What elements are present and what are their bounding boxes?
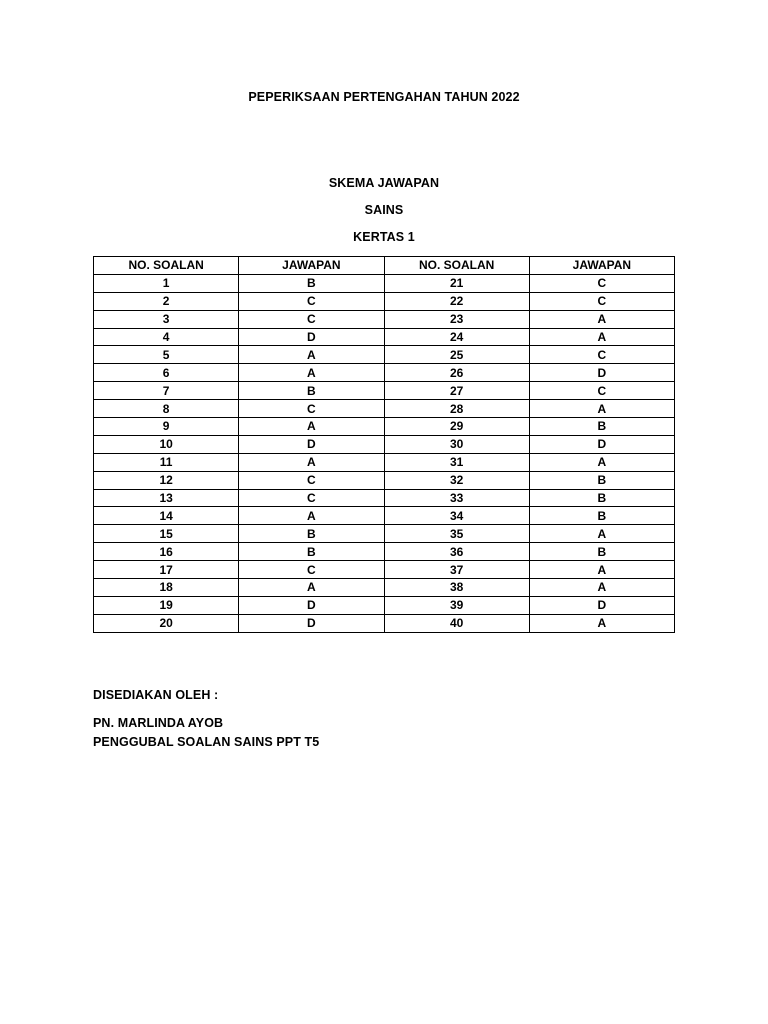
question-number-cell: 10 xyxy=(94,435,239,453)
answer-cell: D xyxy=(239,614,384,632)
question-number-cell: 7 xyxy=(94,382,239,400)
answer-cell: C xyxy=(239,310,384,328)
table-row xyxy=(94,292,675,310)
answer-cell: B xyxy=(529,543,674,561)
question-number-cell: 30 xyxy=(384,435,529,453)
answer-cell: D xyxy=(529,364,674,382)
question-number-cell: 25 xyxy=(384,346,529,364)
document-title: PEPERIKSAAN PERTENGAHAN TAHUN 2022 xyxy=(248,90,520,104)
answer-cell: B xyxy=(239,382,384,400)
document-subject: SAINS xyxy=(364,203,404,217)
answer-cell: A xyxy=(529,310,674,328)
question-number-cell: 24 xyxy=(384,328,529,346)
document-paper: KERTAS 1 xyxy=(353,230,415,244)
question-number-cell: 1 xyxy=(94,274,239,292)
question-number-cell: 21 xyxy=(384,274,529,292)
answer-table-body xyxy=(94,274,675,632)
answer-cell: B xyxy=(529,418,674,436)
answer-cell: B xyxy=(239,543,384,561)
answer-cell: B xyxy=(529,489,674,507)
table-row xyxy=(94,435,675,453)
answer-cell: A xyxy=(529,614,674,632)
table-row xyxy=(94,274,675,292)
answer-cell: D xyxy=(239,596,384,614)
answer-cell: C xyxy=(239,400,384,418)
question-number-cell: 40 xyxy=(384,614,529,632)
question-number-cell: 37 xyxy=(384,561,529,579)
answer-cell: C xyxy=(239,471,384,489)
question-number-cell: 3 xyxy=(94,310,239,328)
answer-cell: C xyxy=(529,382,674,400)
table-row xyxy=(94,489,675,507)
question-number-cell: 29 xyxy=(384,418,529,436)
answer-cell: A xyxy=(529,525,674,543)
answer-cell: A xyxy=(529,453,674,471)
question-number-cell: 23 xyxy=(384,310,529,328)
question-number-cell: 5 xyxy=(94,346,239,364)
answer-cell: A xyxy=(239,579,384,597)
question-number-cell: 11 xyxy=(94,453,239,471)
header-question-number-left: NO. SOALAN xyxy=(94,257,239,275)
answer-cell: D xyxy=(239,435,384,453)
answer-cell: A xyxy=(239,364,384,382)
table-row xyxy=(94,364,675,382)
question-number-cell: 35 xyxy=(384,525,529,543)
question-number-cell: 17 xyxy=(94,561,239,579)
answer-cell: A xyxy=(239,453,384,471)
question-number-cell: 19 xyxy=(94,596,239,614)
question-number-cell: 34 xyxy=(384,507,529,525)
table-row xyxy=(94,525,675,543)
question-number-cell: 31 xyxy=(384,453,529,471)
answer-cell: C xyxy=(239,292,384,310)
answer-cell: D xyxy=(529,435,674,453)
question-number-cell: 18 xyxy=(94,579,239,597)
table-row xyxy=(94,453,675,471)
answer-cell: C xyxy=(239,561,384,579)
answer-cell: B xyxy=(239,525,384,543)
answer-cell: B xyxy=(239,274,384,292)
table-row xyxy=(94,346,675,364)
answer-cell: C xyxy=(529,274,674,292)
question-number-cell: 16 xyxy=(94,543,239,561)
answer-cell: C xyxy=(239,489,384,507)
table-row xyxy=(94,614,675,632)
table-row xyxy=(94,310,675,328)
question-number-cell: 6 xyxy=(94,364,239,382)
table-row xyxy=(94,507,675,525)
answer-cell: C xyxy=(529,346,674,364)
header-answer-left: JAWAPAN xyxy=(239,257,384,275)
table-row xyxy=(94,579,675,597)
header-answer-right: JAWAPAN xyxy=(529,257,674,275)
answer-cell: C xyxy=(529,292,674,310)
prepared-by-label: DISEDIAKAN OLEH : xyxy=(93,688,219,702)
answer-cell: B xyxy=(529,471,674,489)
answer-cell: A xyxy=(529,328,674,346)
table-row xyxy=(94,328,675,346)
answer-table-header-row xyxy=(94,257,675,275)
document-scheme-heading: SKEMA JAWAPAN xyxy=(328,176,440,190)
table-row xyxy=(94,471,675,489)
question-number-cell: 20 xyxy=(94,614,239,632)
question-number-cell: 4 xyxy=(94,328,239,346)
answer-cell: A xyxy=(239,507,384,525)
table-row xyxy=(94,400,675,418)
answer-table xyxy=(93,256,675,633)
question-number-cell: 13 xyxy=(94,489,239,507)
question-number-cell: 27 xyxy=(384,382,529,400)
answer-cell: A xyxy=(239,346,384,364)
answer-cell: D xyxy=(239,328,384,346)
question-number-cell: 38 xyxy=(384,579,529,597)
question-number-cell: 14 xyxy=(94,507,239,525)
answer-cell: A xyxy=(529,400,674,418)
question-number-cell: 15 xyxy=(94,525,239,543)
answer-cell: B xyxy=(529,507,674,525)
answer-cell: D xyxy=(529,596,674,614)
table-row xyxy=(94,382,675,400)
question-number-cell: 12 xyxy=(94,471,239,489)
question-number-cell: 39 xyxy=(384,596,529,614)
question-number-cell: 9 xyxy=(94,418,239,436)
table-row xyxy=(94,418,675,436)
question-number-cell: 8 xyxy=(94,400,239,418)
table-row xyxy=(94,561,675,579)
question-number-cell: 2 xyxy=(94,292,239,310)
author-role: PENGGUBAL SOALAN SAINS PPT T5 xyxy=(93,735,320,749)
answer-cell: A xyxy=(529,561,674,579)
table-row xyxy=(94,596,675,614)
question-number-cell: 32 xyxy=(384,471,529,489)
table-row xyxy=(94,543,675,561)
question-number-cell: 26 xyxy=(384,364,529,382)
question-number-cell: 36 xyxy=(384,543,529,561)
question-number-cell: 28 xyxy=(384,400,529,418)
author-name: PN. MARLINDA AYOB xyxy=(93,716,224,730)
question-number-cell: 22 xyxy=(384,292,529,310)
answer-cell: A xyxy=(529,579,674,597)
header-question-number-right: NO. SOALAN xyxy=(384,257,529,275)
answer-cell: A xyxy=(239,418,384,436)
question-number-cell: 33 xyxy=(384,489,529,507)
